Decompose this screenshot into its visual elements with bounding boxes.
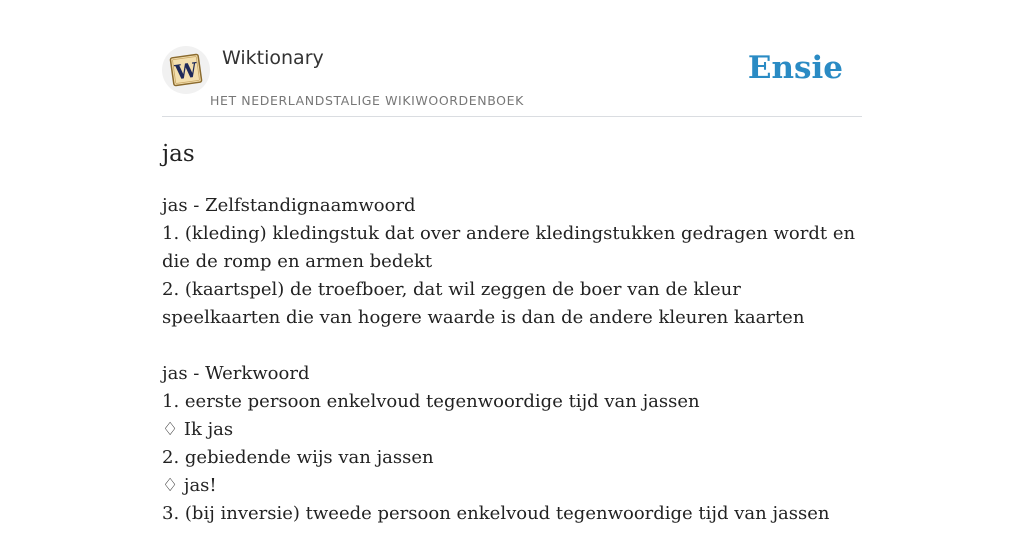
entry-heading: jas - Werkwoord	[162, 363, 310, 384]
definition-line: 2. (kaartspel) de troefboer, dat wil zeggen de boer van de kleur speelkaarten die van hogere waarde is dan de andere kleuren kaarten	[162, 279, 805, 328]
definitions	[162, 192, 862, 528]
definition-line: 1. (kleding) kledingstuk dat over andere kledingstukken gedragen wordt en die de romp en armen bedekt	[162, 223, 856, 272]
logo-letter: W	[173, 57, 199, 85]
entry-noun	[162, 192, 862, 332]
definition-line: 2. gebiedende wijs van jassen	[162, 447, 434, 468]
site-header	[162, 44, 862, 117]
site-name[interactable]: Wiktionary	[222, 47, 324, 69]
site-tagline: HET NEDERLANDSTALIGE WIKIWOORDENBOEK	[210, 93, 524, 108]
entry-heading: jas - Zelfstandignaamwoord	[162, 195, 416, 216]
page-title: jas	[162, 141, 195, 167]
definition-line: 1. eerste persoon enkelvoud tegenwoordige tijd van jassen	[162, 391, 700, 412]
definition-line: 3. (bij inversie) tweede persoon enkelvoud tegenwoordige tijd van jassen	[162, 503, 830, 524]
wiktionary-logo[interactable]	[162, 46, 210, 94]
entry-verb	[162, 360, 862, 528]
example-line: ♢ jas!	[162, 475, 217, 496]
ensie-brand-link[interactable]: Ensie	[747, 50, 843, 86]
wiktionary-tile-icon	[167, 51, 205, 89]
example-line: ♢ Ik jas	[162, 419, 234, 440]
main-content	[162, 138, 862, 556]
